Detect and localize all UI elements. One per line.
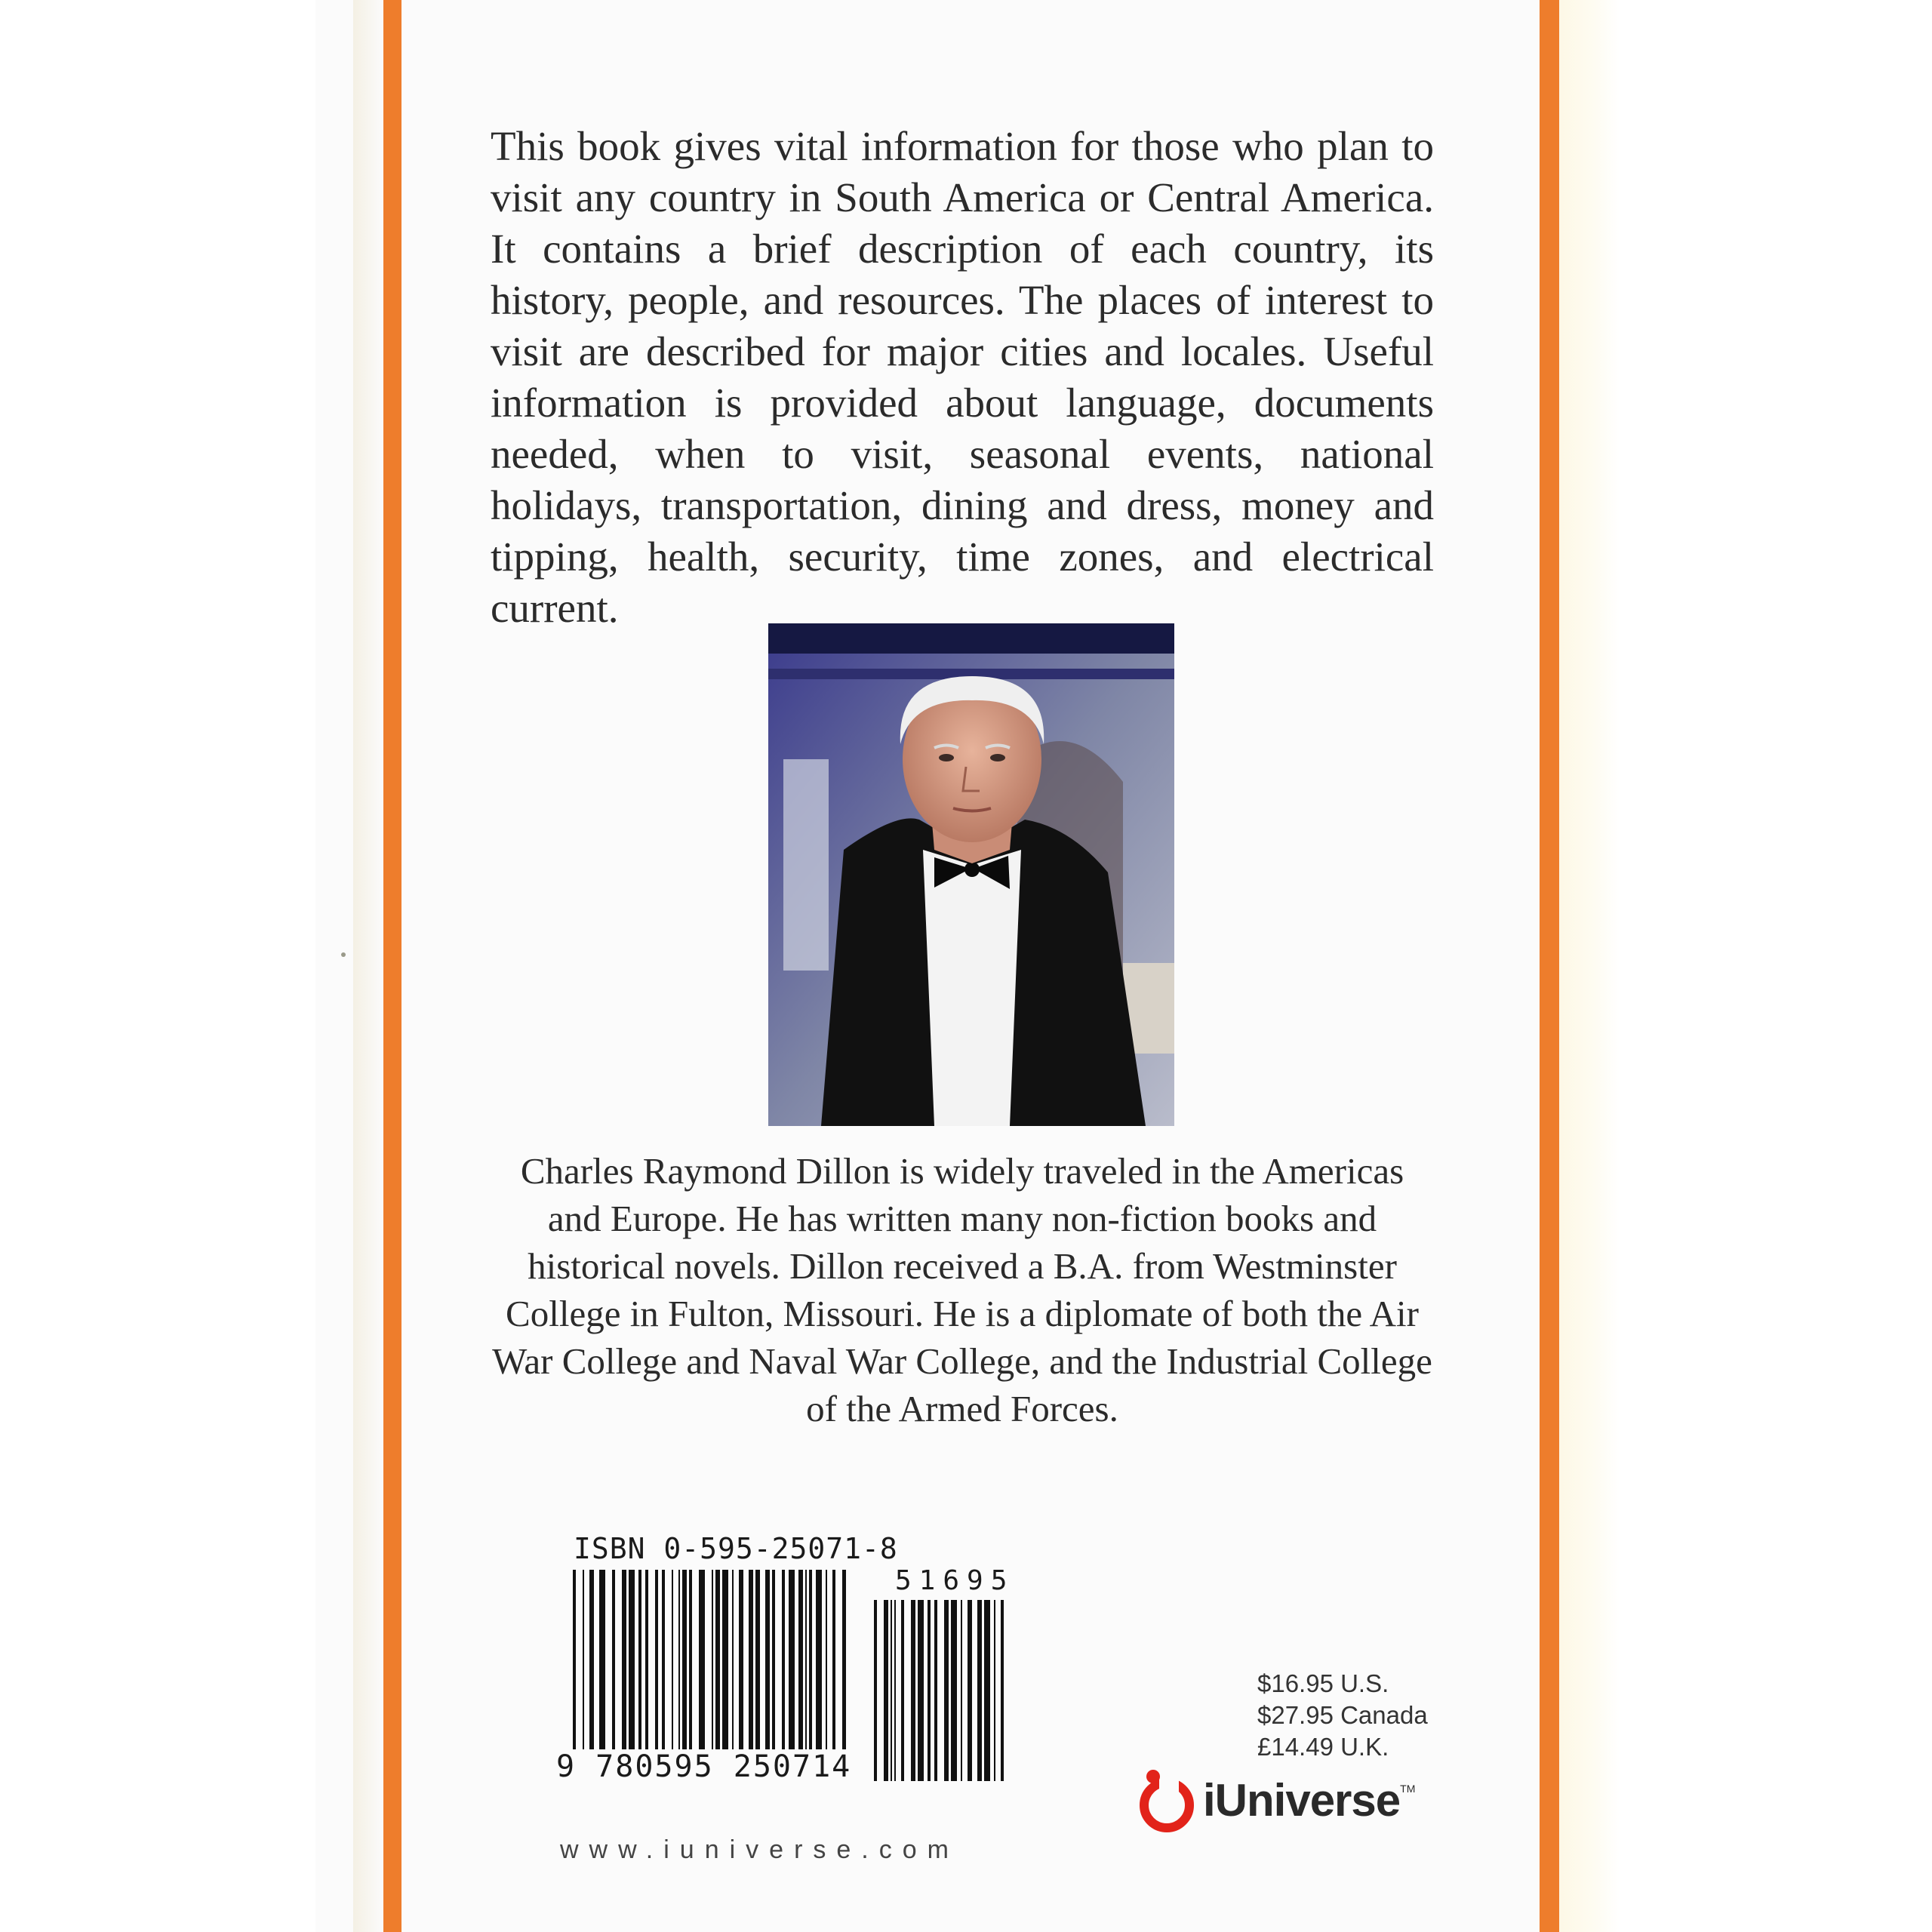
publisher-website: www.iuniverse.com xyxy=(560,1835,959,1864)
spine-edge xyxy=(353,0,383,1932)
price-us: $16.95 U.S. xyxy=(1257,1669,1389,1697)
price-canada: $27.95 Canada xyxy=(1257,1701,1428,1729)
barcode-number: 9 780595 250714 xyxy=(556,1749,852,1784)
barcode-addon xyxy=(872,1600,1010,1781)
author-bio: Charles Raymond Dillon is widely traveled in the Americas and Europe. He has written many non-fiction books and historical novels. Dillon received a B.A. from Westminster College in Fulton, Missouri. He is a diplomate of both the Air War College and Naval War College, and the Industrial College of the Armed Forces. xyxy=(492,1150,1432,1429)
price-uk: £14.49 U.K. xyxy=(1257,1733,1389,1761)
book-description: This book gives vital information for those who plan to visit any country in South America or Central America. It contains a brief description of each country, its history, people, and resources. The places of interest to visit are described for major cities and locales. Useful information is provided about language, documents needed, when to visit, seasonal events, national holidays, transportation, dining and dress, money and tipping, health, security, time zones, and electrical current. xyxy=(491,123,1434,631)
publisher-name: iUniverse xyxy=(1203,1774,1401,1826)
trademark-mark: TM xyxy=(1400,1783,1416,1795)
price-list xyxy=(1257,1668,1428,1763)
iuniverse-logo-icon xyxy=(1137,1766,1197,1834)
publisher-logo xyxy=(1137,1766,1415,1834)
page-edge xyxy=(1559,0,1620,1932)
orange-border-right xyxy=(1540,0,1559,1932)
speck xyxy=(341,952,346,957)
author-photo xyxy=(768,623,1174,1126)
price-code-digits: 51695 xyxy=(895,1565,1015,1596)
orange-border-left xyxy=(383,0,401,1932)
isbn-label: ISBN 0-595-25071-8 xyxy=(574,1532,898,1565)
